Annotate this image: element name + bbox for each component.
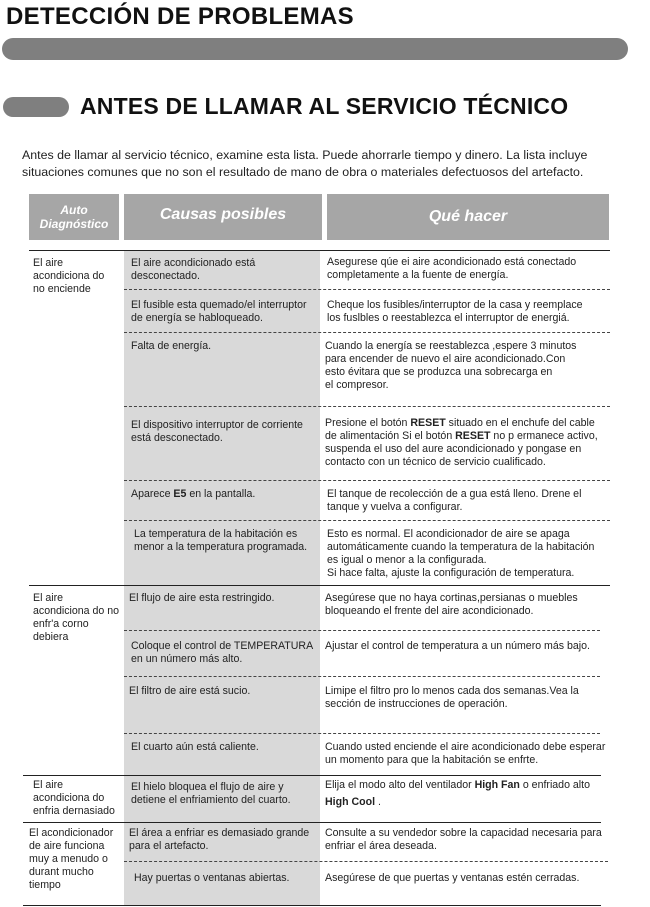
- section-title: ANTES DE LLAMAR AL SERVICIO TÉCNICO: [80, 93, 569, 119]
- fix-cell: Cuando la energía se reestablezca ,espere 3 minutos para encender de nuevo el aire acondicionado.Con esto évitara que se produzca una sobrecarga en el compresor.: [325, 340, 577, 391]
- fix-cell: Cuando usted enciende el aire acondicionado debe esperar un momento para que la habitación se enfrte.: [325, 741, 606, 766]
- header-que-hacer: Qué hacer: [327, 194, 609, 240]
- group-divider: [23, 822, 601, 823]
- fix-cell: Consulte a su vendedor sobre la capacidad necesaria para enfriar el área deseada.: [325, 827, 602, 852]
- group-divider: [29, 250, 610, 251]
- fix-cell: Asegúrese de que puertas y ventanas estén cerradas.: [325, 872, 580, 884]
- fix-cell: El tanque de recolección de a gua está lleno. Drene el tanque y vuelva a configurar.: [327, 488, 582, 513]
- row-divider: [124, 733, 600, 734]
- row-divider: [124, 676, 600, 677]
- group-divider: [29, 585, 610, 586]
- title-divider-bar: [2, 38, 628, 60]
- cause-cell: El filtro de aire está sucio.: [129, 685, 251, 697]
- cause-cell: El hielo bloquea el flujo de aire y detiene el enfriamiento del cuarto.: [131, 781, 291, 806]
- symptom-cell: El aire acondiciona do enfria dernasiado: [33, 779, 115, 817]
- fix-cell: Esto es normal. El acondicionador de aire se apaga automáticamente cuando la temperatura de la habitación es igual o menor a la configurada. Si hace falta, ajuste la configuración de temperatura.: [327, 528, 595, 579]
- section-pill-decoration: [3, 97, 69, 117]
- cause-cell: Aparece E5 en la pantalla.: [131, 488, 256, 500]
- fix-cell: Elija el modo alto del ventilador High Fan o enfriado alto High Cool .: [325, 779, 590, 808]
- header-auto-diagnostico: Auto Diagnóstico: [29, 194, 119, 240]
- row-divider: [124, 406, 610, 407]
- row-divider: [124, 332, 610, 333]
- row-divider: [124, 861, 608, 862]
- cause-cell: El área a enfriar es demasiado grande para el artefacto.: [129, 827, 310, 852]
- intro-paragraph: Antes de llamar al servicio técnico, examine esta lista. Puede ahorrarle tiempo y dinero. La lista incluye situaciones comunes que no son el resultado de mano de obra o materiales defectuosos del artefacto.: [22, 148, 588, 179]
- row-divider: [124, 630, 600, 631]
- cause-cell: El aire acondicionado está desconectado.: [131, 257, 256, 282]
- cause-cell: El flujo de aire esta restringido.: [129, 592, 275, 604]
- cause-cell: El fusible esta quemado/el interruptor de energía se habloqueado.: [131, 299, 307, 324]
- page-title: DETECCIÓN DE PROBLEMAS: [6, 3, 354, 30]
- cause-cell: El cuarto aún está caliente.: [131, 741, 259, 753]
- row-divider: [124, 480, 610, 481]
- fix-cell: Asegúrese que no haya cortinas,persianas o muebles bloqueando el frente del aire acondicionado.: [325, 592, 578, 617]
- cause-cell: El dispositivo interruptor de corriente está desconectado.: [131, 419, 303, 444]
- fix-cell: Cheque los fusibles/interruptor de la casa y reemplace los fuslbles o reestablezca el interruptor de energiá.: [327, 299, 583, 324]
- symptom-cell: El aire acondiciona do no enfr'a corno debiera: [33, 592, 119, 643]
- table-bottom-rule: [23, 905, 601, 906]
- row-divider: [124, 520, 610, 521]
- fix-cell: Ajustar el control de temperatura a un número más bajo.: [325, 640, 590, 652]
- fix-cell: Presione el botón RESET situado en el enchufe del cable de alimentación Si el botón RESET no p ermanece activo, suspenda el uso del aure acondicionado y pongase en contacto con un técnico de servicio cualificado.: [325, 417, 598, 468]
- symptom-cell: El aire acondiciona do no enciende: [33, 257, 105, 295]
- group-divider: [23, 775, 601, 776]
- row-divider: [124, 289, 610, 290]
- header-causas-posibles: Causas posibles: [124, 194, 322, 240]
- cause-cell: Falta de energía.: [131, 340, 212, 352]
- fix-cell: Asegurese qúe ei aire acondicionado está conectado completamente a la fuente de energía.: [327, 256, 577, 281]
- cause-cell: Hay puertas o ventanas abiertas.: [134, 872, 290, 884]
- cause-cell: Coloque el control de TEMPERATURA en un número más alto.: [131, 640, 314, 665]
- fix-cell: Limipe el filtro pro lo menos cada dos semanas.Vea la sección de instrucciones de operación.: [325, 685, 579, 710]
- symptom-cell: El acondicionador de aire funciona muy a menudo o durant mucho tiempo: [29, 827, 114, 891]
- cause-cell: La temperatura de la habitación es menor a la temperatura programada.: [134, 528, 308, 553]
